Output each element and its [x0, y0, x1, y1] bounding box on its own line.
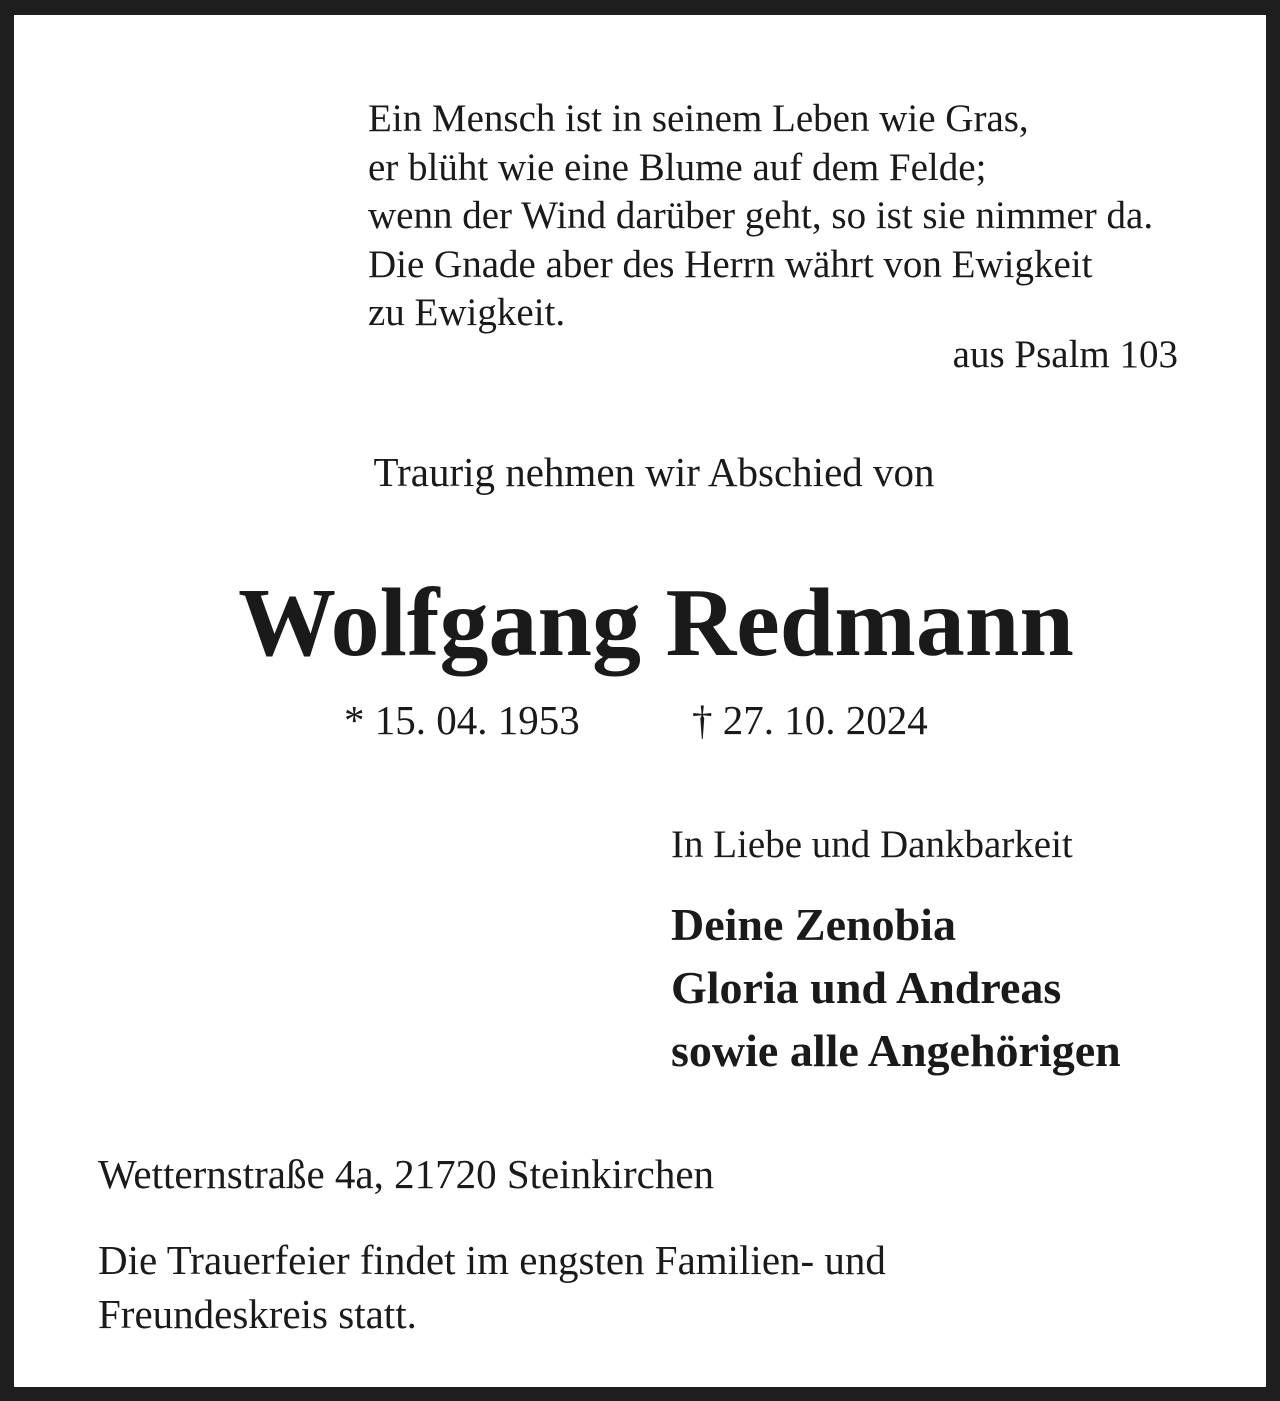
verse-line-2: er blüht wie eine Blume auf dem Felde; [368, 145, 987, 189]
deceased-name [14, 567, 1280, 679]
farewell-intro [14, 447, 1280, 497]
verse-line-1: Ein Mensch ist in seinem Leben wie Gras, [368, 97, 1029, 140]
verse-line-3: wenn der Wind darüber geht, so ist sie nimmer da. [368, 194, 1154, 237]
farewell-intro-text: Traurig nehmen wir Abschied von [373, 449, 935, 495]
mourner-line-2: Gloria und Andreas [671, 962, 1062, 1013]
birth-date: * 15. 04. 1953 [344, 697, 580, 743]
verse-line-4: Die Gnade aber des Herrn währt von Ewigkeit [368, 242, 1093, 286]
verse-line-5: zu Ewigkeit. [368, 291, 566, 334]
mourner-line-3: sowie alle Angehörigen [671, 1025, 1121, 1076]
death-date: † 27. 10. 2024 [692, 697, 928, 743]
verse-source: aus Psalm 103 [952, 333, 1178, 376]
deceased-name-text: Wolfgang Redmann [238, 569, 1074, 677]
closing-phrase: In Liebe und Dankbarkeit [671, 823, 1073, 866]
life-dates [344, 695, 1244, 745]
ceremony-line-1: Die Trauerfeier findet im engsten Familien- und [98, 1237, 886, 1283]
address: Wetternstraße 4a, 21720 Steinkirchen [98, 1151, 715, 1197]
ceremony-note [98, 1233, 886, 1341]
ceremony-line-2: Freundeskreis statt. [98, 1291, 417, 1337]
psalm-verse [368, 95, 1228, 338]
mourners-list [671, 893, 1121, 1082]
mourner-line-1: Deine Zenobia [671, 899, 956, 950]
